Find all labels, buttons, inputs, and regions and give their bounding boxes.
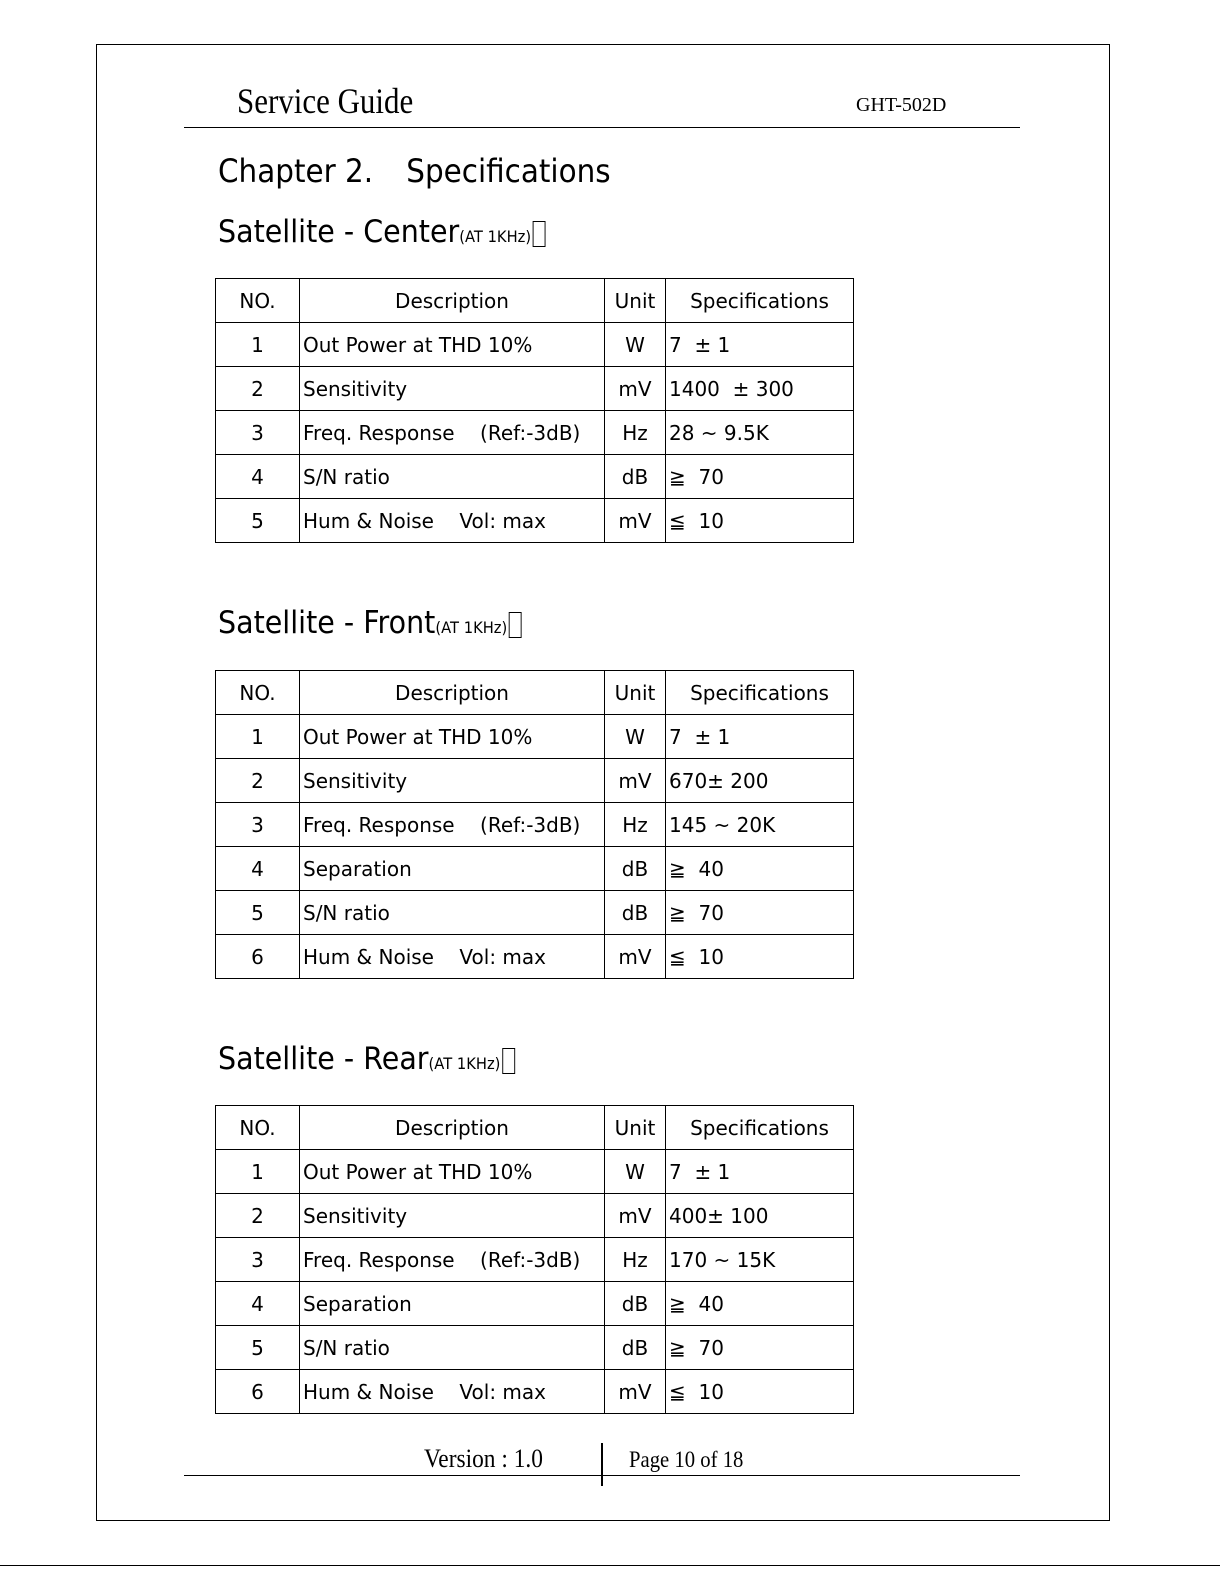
cell-spec: ≧ 40 xyxy=(666,847,854,891)
table-row xyxy=(216,891,854,935)
cell-no: 5 xyxy=(216,499,300,543)
section-name: Satellite - Front xyxy=(218,605,436,641)
cell-spec: 28 ~ 9.5K xyxy=(666,411,854,455)
cell-unit: dB xyxy=(605,455,666,499)
table-row xyxy=(216,455,854,499)
col-header-no: NO. xyxy=(216,279,300,323)
cell-unit: W xyxy=(605,323,666,367)
header-rule xyxy=(184,127,1020,128)
col-header-no: NO. xyxy=(216,1106,300,1150)
table-row xyxy=(216,411,854,455)
cell-spec: ≦ 10 xyxy=(666,935,854,979)
cell-description: Hum & Noise Vol: max xyxy=(300,935,605,979)
col-header-spec: Specifications xyxy=(666,1106,854,1150)
col-header-spec: Specifications xyxy=(666,671,854,715)
table-row xyxy=(216,847,854,891)
cell-description: Freq. Response (Ref:-3dB) xyxy=(300,803,605,847)
cell-unit: W xyxy=(605,1150,666,1194)
cell-no: 3 xyxy=(216,1238,300,1282)
cell-spec: 170 ~ 15K xyxy=(666,1238,854,1282)
cell-no: 3 xyxy=(216,411,300,455)
section-title-front xyxy=(218,605,522,641)
cell-description: Out Power at THD 10% xyxy=(300,1150,605,1194)
table-row xyxy=(216,499,854,543)
col-header-unit: Unit xyxy=(605,279,666,323)
placeholder-box-icon xyxy=(509,612,522,638)
table-row xyxy=(216,367,854,411)
spec-table-rear xyxy=(215,1105,854,1414)
table-row xyxy=(216,759,854,803)
cell-spec: ≧ 40 xyxy=(666,1282,854,1326)
cell-description: S/N ratio xyxy=(300,455,605,499)
section-condition: (AT 1KHz) xyxy=(459,227,532,246)
cell-unit: mV xyxy=(605,1370,666,1414)
table-row xyxy=(216,715,854,759)
cell-unit: dB xyxy=(605,847,666,891)
cell-no: 2 xyxy=(216,367,300,411)
cell-description: Out Power at THD 10% xyxy=(300,715,605,759)
cell-no: 1 xyxy=(216,1150,300,1194)
cell-spec: ≧ 70 xyxy=(666,891,854,935)
cell-spec: 7 ± 1 xyxy=(666,1150,854,1194)
col-header-description: Description xyxy=(300,671,605,715)
footer-rule xyxy=(184,1475,1020,1476)
cell-no: 2 xyxy=(216,1194,300,1238)
cell-unit: Hz xyxy=(605,411,666,455)
chapter-heading xyxy=(218,152,611,190)
cell-spec: ≦ 10 xyxy=(666,1370,854,1414)
cell-description: Sensitivity xyxy=(300,367,605,411)
section-name: Satellite - Center xyxy=(218,214,460,250)
cell-unit: mV xyxy=(605,759,666,803)
cell-unit: Hz xyxy=(605,803,666,847)
table-header-row xyxy=(216,279,854,323)
col-header-description: Description xyxy=(300,1106,605,1150)
footer-separator xyxy=(601,1443,603,1486)
cell-spec: 400± 100 xyxy=(666,1194,854,1238)
cell-no: 4 xyxy=(216,1282,300,1326)
cell-description: Hum & Noise Vol: max xyxy=(300,499,605,543)
cell-description: Out Power at THD 10% xyxy=(300,323,605,367)
chapter-label: Chapter 2. xyxy=(218,152,374,190)
section-name: Satellite - Rear xyxy=(218,1041,429,1077)
bottom-rule xyxy=(0,1565,1220,1566)
cell-description: Separation xyxy=(300,847,605,891)
table-row xyxy=(216,1238,854,1282)
table-header-row xyxy=(216,1106,854,1150)
spec-table-center xyxy=(215,278,854,543)
cell-unit: mV xyxy=(605,499,666,543)
cell-no: 5 xyxy=(216,1326,300,1370)
cell-description: Sensitivity xyxy=(300,759,605,803)
cell-spec: 7 ± 1 xyxy=(666,323,854,367)
placeholder-box-icon xyxy=(502,1048,515,1074)
table-row xyxy=(216,1282,854,1326)
table-row xyxy=(216,935,854,979)
table-row xyxy=(216,1326,854,1370)
cell-description: Freq. Response (Ref:-3dB) xyxy=(300,1238,605,1282)
col-header-unit: Unit xyxy=(605,1106,666,1150)
col-header-no: NO. xyxy=(216,671,300,715)
cell-spec: 1400 ± 300 xyxy=(666,367,854,411)
cell-unit: mV xyxy=(605,367,666,411)
cell-no: 2 xyxy=(216,759,300,803)
cell-unit: mV xyxy=(605,935,666,979)
table-header-row xyxy=(216,671,854,715)
cell-unit: dB xyxy=(605,1282,666,1326)
chapter-title: Specifications xyxy=(406,152,611,190)
section-title-rear xyxy=(218,1041,515,1077)
cell-unit: dB xyxy=(605,891,666,935)
cell-spec: ≦ 10 xyxy=(666,499,854,543)
cell-unit: mV xyxy=(605,1194,666,1238)
cell-no: 4 xyxy=(216,455,300,499)
col-header-unit: Unit xyxy=(605,671,666,715)
cell-no: 1 xyxy=(216,323,300,367)
header-title: Service Guide xyxy=(237,81,414,121)
cell-unit: W xyxy=(605,715,666,759)
cell-spec: 670± 200 xyxy=(666,759,854,803)
table-row xyxy=(216,323,854,367)
cell-no: 1 xyxy=(216,715,300,759)
spec-table-front xyxy=(215,670,854,979)
cell-spec: 145 ~ 20K xyxy=(666,803,854,847)
cell-no: 6 xyxy=(216,1370,300,1414)
section-condition: (AT 1KHz) xyxy=(428,1054,501,1073)
cell-spec: ≧ 70 xyxy=(666,455,854,499)
cell-spec: ≧ 70 xyxy=(666,1326,854,1370)
cell-description: Sensitivity xyxy=(300,1194,605,1238)
cell-description: S/N ratio xyxy=(300,1326,605,1370)
section-condition: (AT 1KHz) xyxy=(435,618,508,637)
table-row xyxy=(216,803,854,847)
cell-no: 5 xyxy=(216,891,300,935)
cell-description: Separation xyxy=(300,1282,605,1326)
cell-spec: 7 ± 1 xyxy=(666,715,854,759)
cell-description: Freq. Response (Ref:-3dB) xyxy=(300,411,605,455)
section-title-center xyxy=(218,214,546,250)
cell-no: 3 xyxy=(216,803,300,847)
placeholder-box-icon xyxy=(533,221,546,247)
table-row xyxy=(216,1370,854,1414)
header-model: GHT-502D xyxy=(856,94,947,116)
cell-description: Hum & Noise Vol: max xyxy=(300,1370,605,1414)
cell-description: S/N ratio xyxy=(300,891,605,935)
table-row xyxy=(216,1150,854,1194)
cell-no: 4 xyxy=(216,847,300,891)
cell-unit: Hz xyxy=(605,1238,666,1282)
footer-version: Version : 1.0 xyxy=(424,1444,543,1473)
cell-no: 6 xyxy=(216,935,300,979)
col-header-spec: Specifications xyxy=(666,279,854,323)
table-row xyxy=(216,1194,854,1238)
cell-unit: dB xyxy=(605,1326,666,1370)
footer-page-number: Page 10 of 18 xyxy=(629,1447,744,1472)
col-header-description: Description xyxy=(300,279,605,323)
